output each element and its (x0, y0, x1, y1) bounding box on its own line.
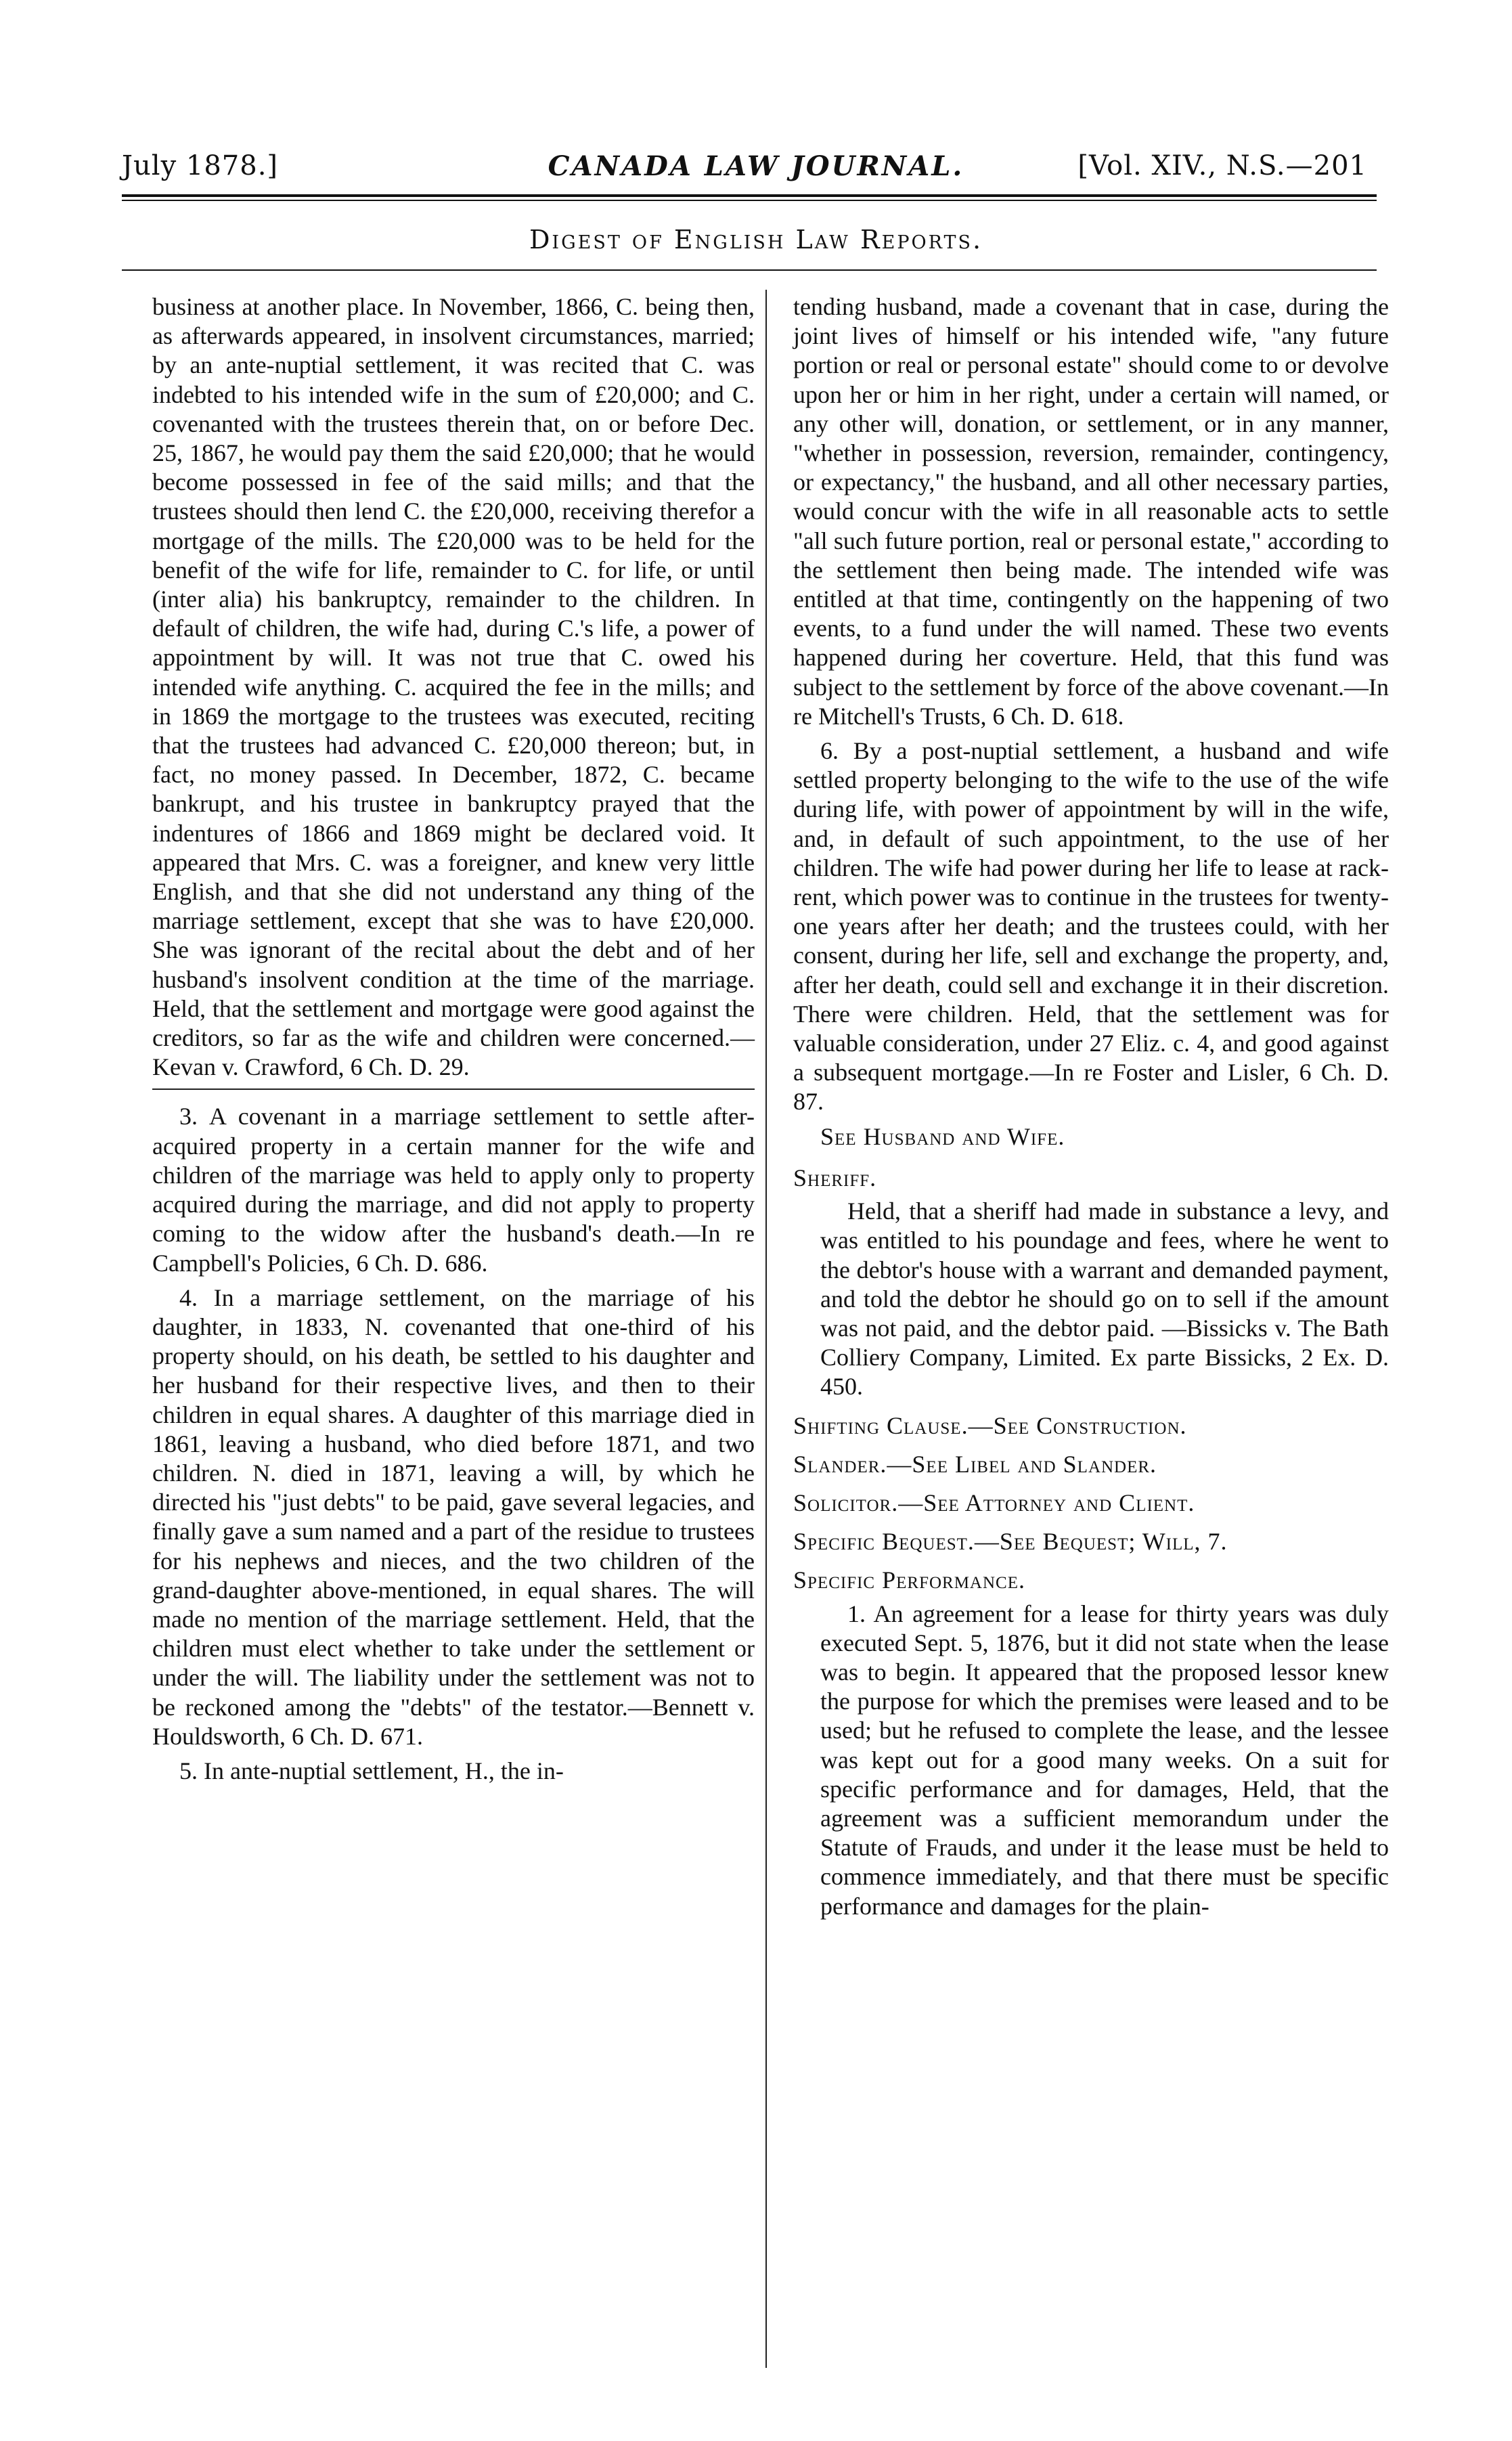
paragraph-4: 4. In a marriage settlement, on the marriage of his daughter, in 1833, N. covenanted that one-third of his property should, on his death, be settled to his daughter and her husband for their respective lives, and then to their children in equal shares. A daughter of this marriage died in 1861, leaving a husband, who died before 1871, and two children. N. died in 1871, leaving a will, by which he directed his "just debts" to be paid, gave several legacies, and finally gave a sum named and a part of the residue to trustees for his nephews and nieces, and the two children of the grand-daughter above-mentioned, in equal shares. The will made no mention of the marriage settlement. Held, that the children must elect whether to take under the settlement or under the will. The liability under the settlement was not to be reckoned among the "debts" of the testator.—Bennett v. Houldsworth, 6 Ch. D. 671. (152, 1283, 755, 1750)
header-rule-thin (122, 200, 1377, 201)
right-column (793, 292, 1389, 1927)
heading-sheriff: Sheriff. (793, 1164, 877, 1191)
cross-reference-husband-wife: See Husband and Wife. (820, 1122, 1065, 1150)
section-subheading: Digest of English Law Reports. (529, 225, 983, 255)
paragraph-kevan-crawford: business at another place. In November, 1866, C. being then, as afterwards appeared, in insolvent circumstances, married; by an ante-nuptial settlement, it was recited that C. was indebted to his intended wife in the sum of £20,000; and C. covenanted with the trustees therein that, on or before Dec. 25, 1867, he would pay them the said £20,000; that he would become possessed in fee of the said mills; and that the trustees should then lend C. the £20,000, receiving therefor a mortgage of the mills. The £20,000 was to be held for the benefit of the wife for life, remainder to C. for life, or until (inter alia) his bankruptcy, remainder to the children. In default of children, the wife had, during C.'s life, a power of appointment by will. It was not true that C. owed his intended wife anything. C. acquired the fee in the mills; and in 1869 the mortgage to the trustees was executed, reciting that the trustees had advanced C. £20,000 thereon; but, in fact, no money passed. In December, 1872, C. became bankrupt, and his trustee in bankruptcy prayed that the indentures of 1866 and 1869 might be declared void. It appeared that Mrs. C. was a foreigner, and knew very little English, and that she did not understand any thing of the marriage settlement, except that she was to have £20,000. She was ignorant of the recital about the debt and of her husband's insolvent condition at the time of the marriage. Held, that the settlement and mortgage were good against the creditors, so far as the wife and children were concerned.—Kevan v. Crawford, 6 Ch. D. 29. (152, 293, 755, 1081)
heading-solicitor: Solicitor.—See Attorney and Client. (793, 1489, 1195, 1516)
section-rule (152, 1088, 755, 1090)
heading-slander: Slander.—See Libel and Slander. (793, 1450, 1157, 1478)
paragraph-5-start: 5. In ante-nuptial settlement, H., the in- (179, 1757, 564, 1784)
heading-specific-bequest: Specific Bequest.—See Bequest; Will, 7. (793, 1528, 1228, 1556)
subheading-rule (122, 269, 1377, 271)
header-date: July 1878.] (122, 150, 279, 181)
specific-performance-entry: 1. An agreement for a lease for thirty years was duly executed Sept. 5, 1876, but it did not state when the lease was to begin. It appeared that the proposed lessor knew the purpose for which the premises were leased and to be used; but he refused to complete the lease, and the lessee was kept out for a good many weeks. On a suit for specific performance and for damages, Held, that the agreement was a sufficient memorandum under the Statute of Frauds, and under it the lease must be held to commence immediately, and that there must be specific performance and damages for the plain- (820, 1600, 1389, 1920)
journal-title: CANADA LAW JOURNAL. (548, 150, 964, 182)
heading-specific-performance: Specific Performance. (793, 1566, 1025, 1594)
paragraph-5-continued: tending husband, made a covenant that in case, during the joint lives of himself or his intended wife, "any future portion or real or personal estate" should come to or devolve upon her or him in her right, under a certain will named, or any other will, donation, or settlement, or in any manner, "whether in possession, reversion, remainder, contingency, or expectancy," the husband, and all other necessary parties, would concur with the wife in all reasonable acts to settle "all such future portion, real or personal estate," according to the settlement then being made. The intended wife was entitled at that time, contingently on the happening of two events, to a fund under the will named. These two events happened during her coverture. Held, that this fund was subject to the settlement by force of the above covenant.—In re Mitchell's Trusts, 6 Ch. D. 618. (793, 293, 1389, 730)
paragraph-6: 6. By a post-nuptial settlement, a husband and wife settled property belonging to the wife to the use of the wife during life, with power of appointment by will in the wife, and, in default of such appointment, to the use of her children. The wife had power during her life to lease at rack-rent, which power was to continue in the trustees for twenty-one years after her death; and the trustees could, with her consent, during her life, sell and exchange the property, and, after her death, could sell and exchange it in their discretion. There were children. Held, that the settlement was for valuable consideration, under 27 Eliz. c. 4, and good against a subsequent mortgage.—In re Foster and Lisler, 6 Ch. D. 87. (793, 737, 1389, 1116)
sheriff-entry: Held, that a sheriff had made in substance a levy, and was entitled to his poundage and fees, where he went to the debtor's house with a warrant and demanded payment, and told the debtor he should go on to sell if the amount was not paid, and the debtor paid. —Bissicks v. The Bath Colliery Company, Limited. Ex parte Bissicks, 2 Ex. D. 450. (820, 1197, 1389, 1401)
heading-shifting-clause: Shifting Clause.—See Construction. (793, 1411, 1187, 1439)
header-rule-thick (122, 194, 1377, 197)
volume-page-number: [Vol. XIV., N.S.—201 (1077, 150, 1367, 181)
column-divider (765, 290, 767, 2368)
left-column (152, 292, 755, 1791)
paragraph-3: 3. A covenant in a marriage settlement to settle after-acquired property in a certain manner for the wife and children of the marriage was held to apply only to property acquired during the marriage, and did not apply to property coming to the widow after the husband's death.—In re Campbell's Policies, 6 Ch. D. 686. (152, 1103, 755, 1277)
